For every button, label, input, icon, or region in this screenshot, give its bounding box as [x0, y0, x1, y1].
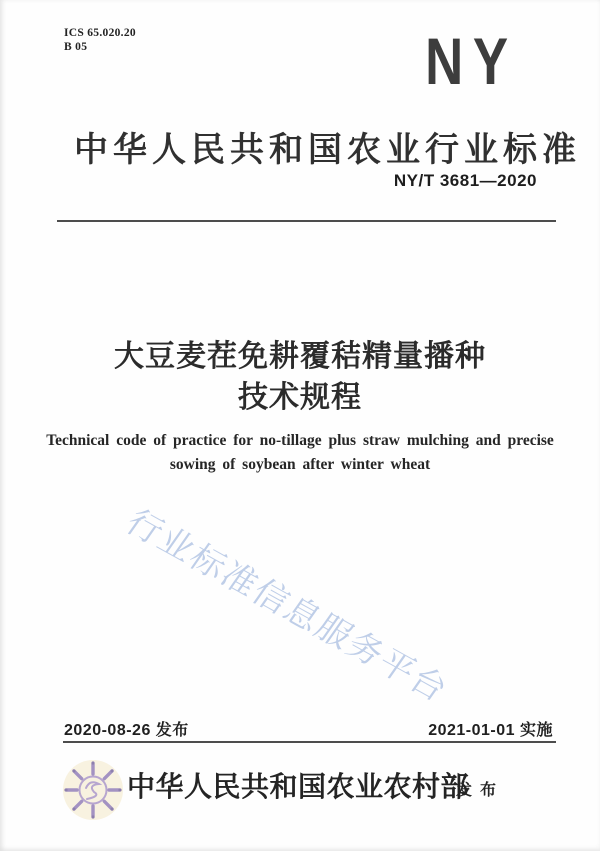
standard-type-title: 中华人民共和国农业行业标准 [74, 131, 581, 169]
diagonal-watermark: 行业标准信息服务平台 [118, 503, 456, 710]
document-title-en [0, 429, 600, 477]
ics-class-code: B 05 [64, 41, 88, 53]
publisher-name: 中华人民共和国农业农村部 [127, 772, 470, 803]
standard-number: NY/T 3681—2020 [393, 171, 537, 190]
title-en-line1: Technical code of practice for no-tillage plus straw mulching and precise [46, 432, 554, 449]
ny-standard-logo: NY [425, 24, 518, 98]
footer-divider-line [63, 741, 556, 743]
ministry-seal-icon [62, 759, 124, 821]
title-en-line2: sowing of soybean after winter wheat [169, 456, 431, 473]
issue-date: 2020-08-26 发布 [64, 722, 189, 739]
publish-label: 发布 [456, 782, 505, 799]
ics-code: ICS 65.020.20 [64, 27, 136, 39]
title-zh-line2: 技术规程 [238, 381, 362, 414]
dates-row [64, 717, 553, 740]
ics-classification-block [64, 26, 136, 54]
document-title-zh [0, 336, 600, 418]
implementation-date: 2021-01-01 实施 [428, 722, 553, 739]
title-zh-line1: 大豆麦茬免耕覆秸精量播种 [114, 340, 486, 373]
header-divider-line [57, 220, 556, 222]
